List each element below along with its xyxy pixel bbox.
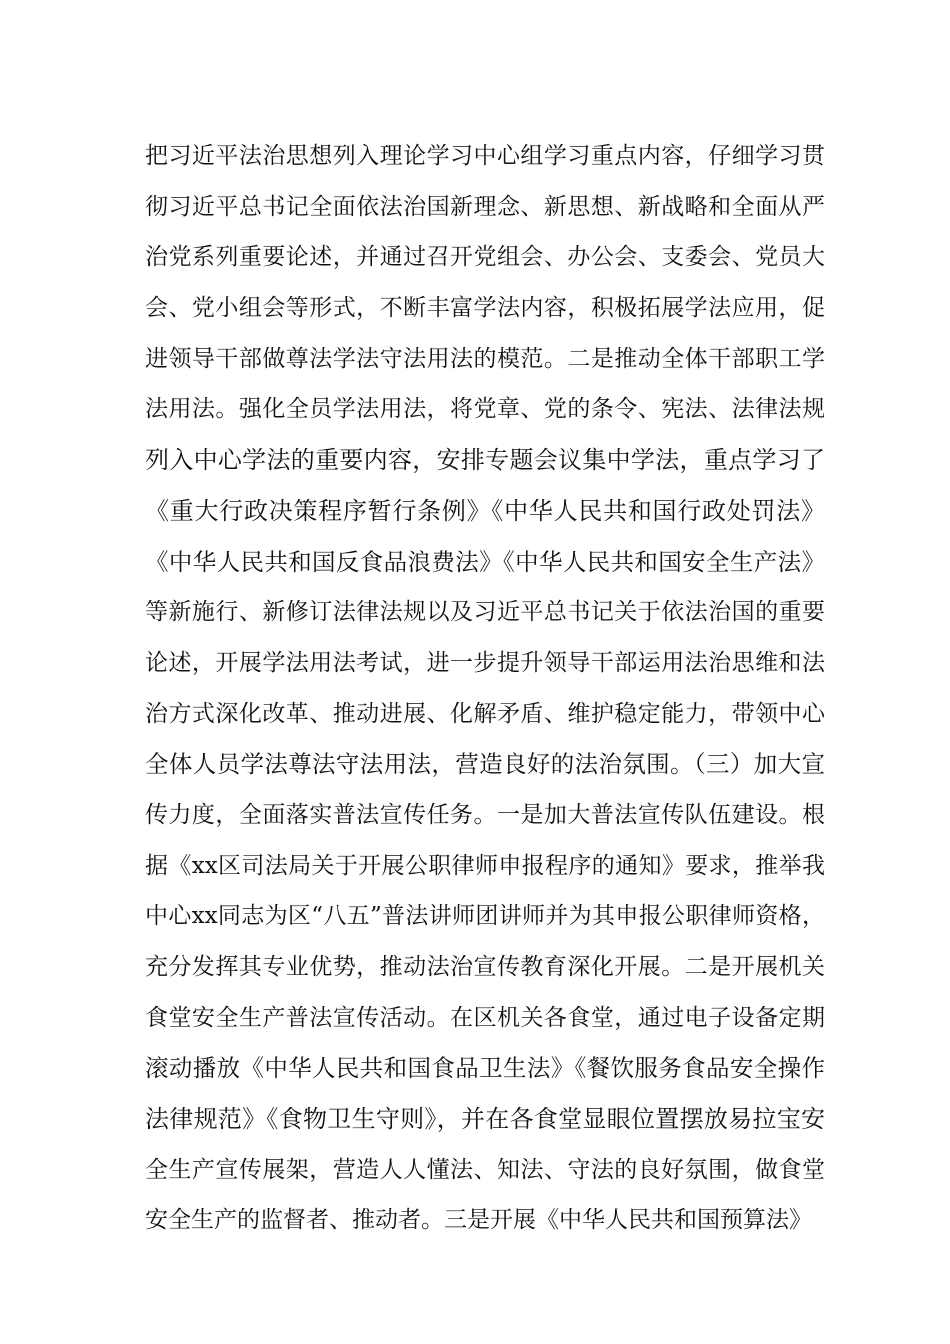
text-line: 会、党小组会等形式，不断丰富学法内容，积极拓展学法应用，促 <box>145 295 825 322</box>
text-line: 等新施行、新修订法律法规以及习近平总书记关于依法治国的重要 <box>145 599 825 626</box>
text-line: 安全生产的监督者、推动者。三是开展《中华人民共和国预算法》 <box>145 1207 812 1234</box>
text-line: 全生产宣传展架，营造人人懂法、知法、守法的良好氛围，做食堂 <box>145 1156 825 1183</box>
text-line: 列入中心学法的重要内容，安排专题会议集中学法，重点学习了 <box>145 446 825 475</box>
text-line: 中心xx同志为区“八五”普法讲师团讲师并为其申报公职律师资格， <box>145 903 825 930</box>
text-line: 据《xx区司法局关于开展公职律师申报程序的通知》要求，推举我 <box>145 852 825 879</box>
text-line: 论述，开展学法用法考试，进一步提升领导干部运用法治思维和法 <box>145 649 825 676</box>
text-line: 治党系列重要论述，并通过召开党组会、办公会、支委会、党员大 <box>145 244 825 271</box>
text-line: 食堂安全生产普法宣传活动。在区机关各食堂，通过电子设备定期 <box>145 1004 825 1031</box>
text-line: 滚动播放《中华人民共和国食品卫生法》《餐饮服务食品安全操作 <box>145 1054 825 1083</box>
text-line: 《重大行政决策程序暂行条例》《中华人民共和国行政处罚法》 <box>145 496 825 525</box>
text-line: 法用法。强化全员学法用法，将党章、党的条令、宪法、法律法规 <box>145 396 825 423</box>
text-line: 《中华人民共和国反食品浪费法》《中华人民共和国安全生产法》 <box>145 547 825 576</box>
text-line: 全体人员学法尊法守法用法，营造良好的法治氛围。（三）加大宣 <box>145 750 825 779</box>
text-line: 传力度，全面落实普法宣传任务。一是加大普法宣传队伍建设。根 <box>145 801 825 828</box>
body-paragraph <box>145 131 825 1246</box>
text-line: 治方式深化改革、推动进展、化解矛盾、维护稳定能力，带领中心 <box>145 700 825 727</box>
text-line: 充分发挥其专业优势，推动法治宣传教育深化开展。二是开展机关 <box>145 954 825 980</box>
text-line: 把习近平法治思想列入理论学习中心组学习重点内容，仔细学习贯 <box>145 143 825 169</box>
text-line: 法律规范》《食物卫生守则》，并在各食堂显眼位置摆放易拉宝安 <box>145 1105 825 1134</box>
text-line: 彻习近平总书记全面依法治国新理念、新思想、新战略和全面从严 <box>145 193 825 220</box>
text-line: 进领导干部做尊法学法守法用法的模范。二是推动全体干部职工学 <box>145 345 825 372</box>
